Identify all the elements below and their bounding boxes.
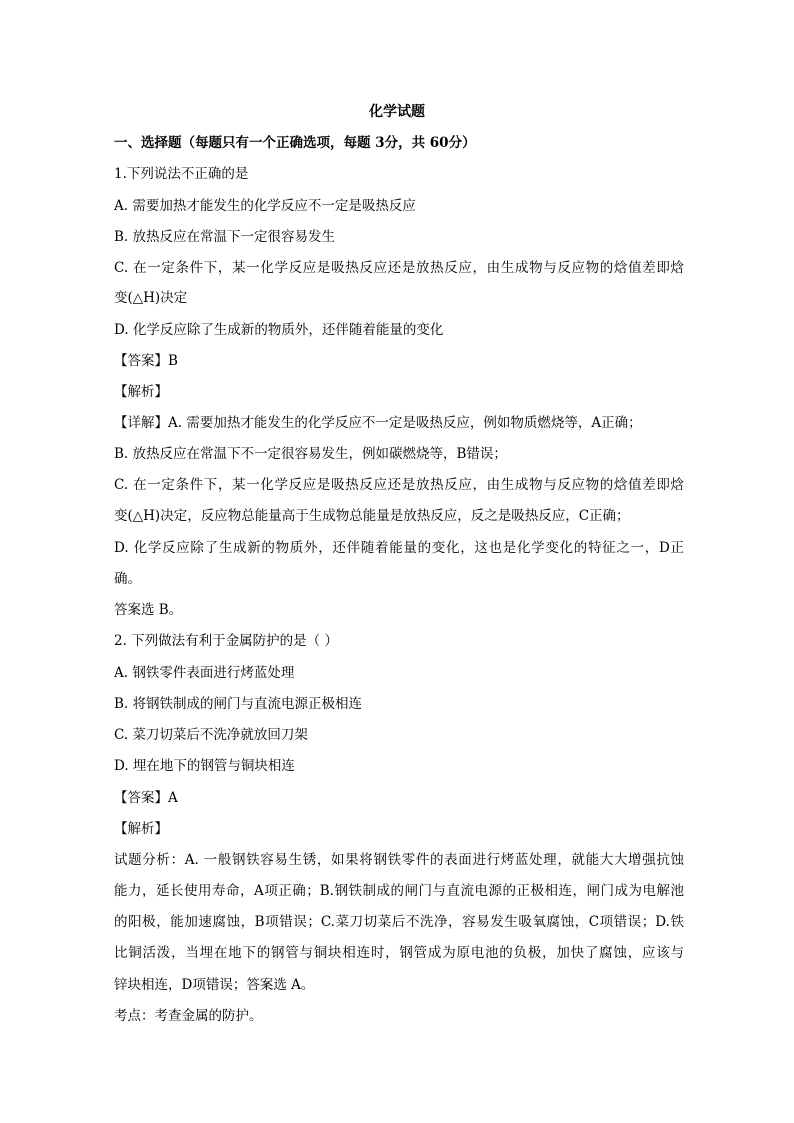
question-1-analysis-label: 【解析】 bbox=[114, 384, 168, 400]
question-2-answer: 【答案】A bbox=[114, 790, 178, 806]
question-1-final-answer: 答案选 B。 bbox=[114, 602, 183, 618]
question-1-option-c-continued: 变(△H)决定 bbox=[114, 290, 188, 306]
question-1-option-c: C. 在一定条件下，某一化学反应是吸热反应还是放热反应，由生成物与反应物的焓值差即焓 bbox=[114, 260, 684, 276]
question-1-analysis-line: C. 在一定条件下，某一化学反应是吸热反应还是放热反应，由生成物与反应物的焓值差即焓 bbox=[114, 477, 684, 493]
question-2-option-c: C. 菜刀切菜后不洗净就放回刀架 bbox=[114, 727, 308, 743]
question-2-key-point: 考点：考查金属的防护。 bbox=[114, 1008, 263, 1024]
section-heading: 一、选择题（每题只有一个正确选项，每题 3分，共 60分） bbox=[114, 135, 476, 151]
question-2-option-a: A. 钢铁零件表面进行烤蓝处理 bbox=[114, 665, 295, 681]
question-2-analysis-label: 【解析】 bbox=[114, 821, 168, 837]
question-2-analysis-line: 比铜活泼，当埋在地下的钢管与铜块相连时，钢管成为原电池的负极，加快了腐蚀，应该与 bbox=[114, 945, 684, 961]
question-2-option-b: B. 将钢铁制成的闸门与直流电源正极相连 bbox=[114, 696, 363, 712]
question-2-option-d: D. 埋在地下的钢管与铜块相连 bbox=[114, 758, 295, 774]
document-title: 化学试题 bbox=[369, 104, 425, 120]
question-2-analysis-line: 能力，延长使用寿命，A项正确；B.钢铁制成的闸门与直流电源的正极相连，闸门成为电解池 bbox=[114, 883, 684, 899]
question-2-analysis-line: 的阳极，能加速腐蚀，B项错误；C.菜刀切菜后不洗净，容易发生吸氧腐蚀，C项错误；D.铁 bbox=[114, 914, 684, 930]
question-1-analysis-line: 【详解】A. 需要加热才能发生的化学反应不一定是吸热反应，例如物质燃烧等，A正确； bbox=[114, 415, 642, 431]
question-1-answer: 【答案】B bbox=[114, 353, 178, 369]
question-1-option-d: D. 化学反应除了生成新的物质外，还伴随着能量的变化 bbox=[114, 322, 444, 338]
question-1-stem: 1.下列说法不正确的是 bbox=[114, 166, 249, 182]
question-2-stem: 2. 下列做法有利于金属防护的是（ ） bbox=[114, 633, 338, 649]
question-1-analysis-line: 变(△H)决定，反应物总能量高于生成物总能量是放热反应，反之是吸热反应，C正确； bbox=[114, 508, 630, 524]
question-1-analysis-line: D. 化学反应除了生成新的物质外，还伴随着能量的变化，这也是化学变化的特征之一，D正 bbox=[114, 540, 684, 556]
question-1-option-b: B. 放热反应在常温下一定很容易发生 bbox=[114, 229, 336, 245]
question-1-analysis-line: 确。 bbox=[114, 571, 141, 587]
question-2-analysis-line: 锌块相连，D项错误；答案选 A。 bbox=[114, 977, 315, 993]
question-2-analysis-line: 试题分析：A. 一般钢铁容易生锈，如果将钢铁零件的表面进行烤蓝处理，就能大大增强抗蚀 bbox=[114, 852, 684, 868]
question-1-option-a: A. 需要加热才能发生的化学反应不一定是吸热反应 bbox=[114, 198, 416, 214]
question-1-analysis-line: B. 放热反应在常温下不一定很容易发生，例如碳燃烧等，B错误； bbox=[114, 446, 507, 462]
